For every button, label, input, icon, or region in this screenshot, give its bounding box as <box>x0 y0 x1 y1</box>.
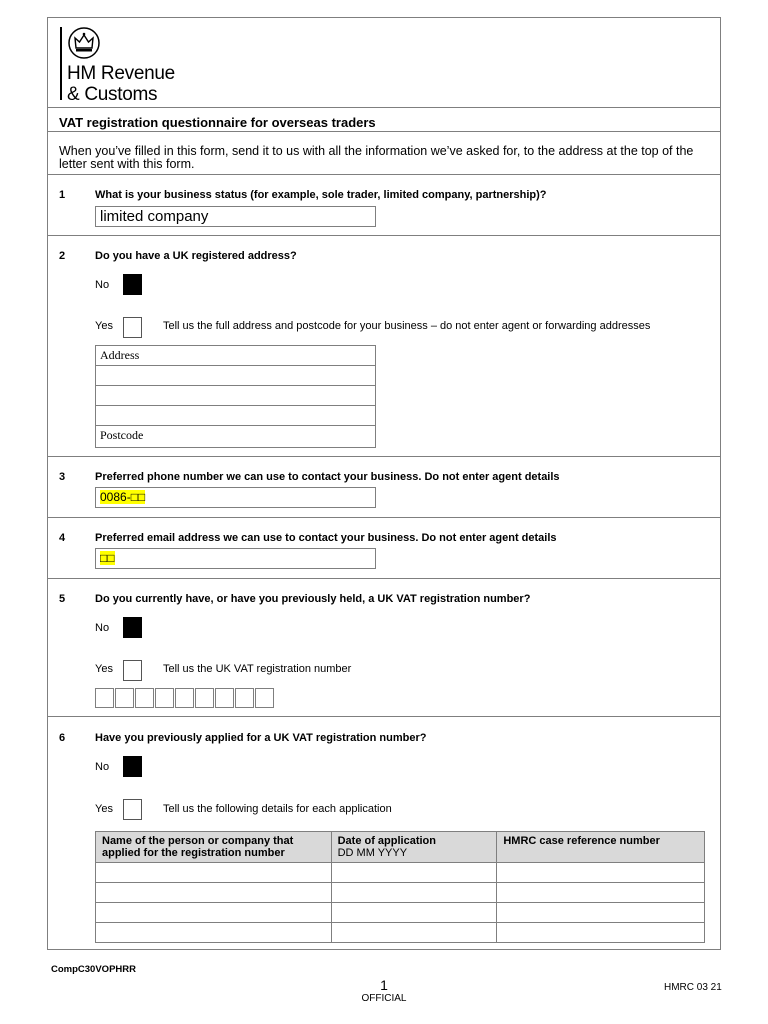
brand-line-2: & Customs <box>67 84 158 105</box>
question-number: 1 <box>59 189 66 201</box>
form-title: VAT registration questionnaire for overseas traders <box>59 115 376 130</box>
question-1-text: What is your business status (for example, sole trader, limited company, partnership)? <box>95 189 547 201</box>
table-cell[interactable] <box>497 923 705 943</box>
table-row <box>96 923 705 943</box>
phone-field[interactable] <box>95 487 376 508</box>
table-cell[interactable] <box>497 903 705 923</box>
address-line-4[interactable] <box>96 406 375 426</box>
classification-label: OFFICIAL <box>361 993 407 1004</box>
application-instruction: Tell us the following details for each application <box>163 803 392 815</box>
table-cell[interactable] <box>497 883 705 903</box>
table-row <box>96 863 705 883</box>
logo-bar <box>60 27 62 100</box>
applied-yes-checkbox[interactable] <box>123 799 142 820</box>
address-box <box>95 345 376 448</box>
table-cell[interactable] <box>96 923 332 943</box>
vat-number-digit-boxes <box>95 688 275 708</box>
date-header-label: Date of application <box>337 835 436 847</box>
yes-label: Yes <box>95 320 113 332</box>
divider <box>47 235 721 236</box>
email-value: □□ <box>100 551 115 565</box>
yes-label: Yes <box>95 803 113 815</box>
divider <box>47 174 721 175</box>
address-line-2[interactable] <box>96 366 375 386</box>
uk-address-no-checkbox[interactable] <box>123 274 142 295</box>
divider <box>47 131 721 132</box>
table-cell[interactable] <box>331 923 497 943</box>
vat-digit-box[interactable] <box>255 688 274 708</box>
intro-text: When you’ve filled in this form, send it to us with all the information we’ve asked for, to the address at the top of the letter sent with this form. <box>59 144 694 171</box>
table-cell[interactable] <box>96 883 332 903</box>
vat-held-no-checkbox[interactable] <box>123 617 142 638</box>
table-cell[interactable] <box>497 863 705 883</box>
business-status-field[interactable] <box>95 206 376 227</box>
vat-digit-box[interactable] <box>155 688 174 708</box>
column-header-case-ref: HMRC case reference number <box>497 832 705 863</box>
divider <box>47 107 721 108</box>
vat-digit-box[interactable] <box>235 688 254 708</box>
divider <box>47 456 721 457</box>
vat-number-instruction: Tell us the UK VAT registration number <box>163 663 352 675</box>
divider <box>47 578 721 579</box>
table-row <box>96 883 705 903</box>
yes-label: Yes <box>95 663 113 675</box>
table-row <box>96 903 705 923</box>
vat-held-yes-checkbox[interactable] <box>123 660 142 681</box>
question-number: 5 <box>59 593 66 605</box>
address-line-3[interactable] <box>96 386 375 406</box>
form-code: CompC30VOPHRR <box>51 964 136 975</box>
table-cell[interactable] <box>331 863 497 883</box>
vat-digit-box[interactable] <box>135 688 154 708</box>
form-reference: HMRC 03 21 <box>664 982 722 993</box>
question-6-text: Have you previously applied for a UK VAT registration number? <box>95 732 427 744</box>
table-cell[interactable] <box>331 883 497 903</box>
no-label: No <box>95 622 110 634</box>
question-2-text: Do you have a UK registered address? <box>95 250 297 262</box>
column-header-applicant: Name of the person or company that applied for the registration number <box>96 832 332 863</box>
question-3-text: Preferred phone number we can use to contact your business. Do not enter agent details <box>95 471 560 483</box>
table-cell[interactable] <box>96 903 332 923</box>
vat-digit-box[interactable] <box>95 688 114 708</box>
divider <box>47 716 721 717</box>
email-field[interactable] <box>95 548 376 569</box>
vat-digit-box[interactable] <box>195 688 214 708</box>
brand-name <box>67 63 175 105</box>
vat-digit-box[interactable] <box>215 688 234 708</box>
vat-digit-box[interactable] <box>175 688 194 708</box>
business-status-value: limited company <box>100 208 209 225</box>
no-label: No <box>95 279 110 291</box>
postcode-line[interactable]: Postcode <box>100 428 144 442</box>
address-line-1[interactable]: Address <box>96 346 375 366</box>
question-number: 4 <box>59 532 66 544</box>
address-instruction: Tell us the full address and postcode for your business – do not enter agent or forwarding addresses <box>163 320 651 332</box>
column-header-date <box>331 832 497 863</box>
crown-crest-icon <box>67 27 101 59</box>
no-label: No <box>95 761 110 773</box>
date-format-hint: DD MM YYYY <box>337 847 408 859</box>
uk-address-yes-checkbox[interactable] <box>123 317 142 338</box>
brand-line-1: HM Revenue <box>67 63 175 84</box>
question-number: 3 <box>59 471 66 483</box>
question-5-text: Do you currently have, or have you previously held, a UK VAT registration number? <box>95 593 531 605</box>
vat-digit-box[interactable] <box>115 688 134 708</box>
table-cell[interactable] <box>331 903 497 923</box>
question-4-text: Preferred email address we can use to contact your business. Do not enter agent details <box>95 532 557 544</box>
page-number: 1 <box>380 977 388 993</box>
table-cell[interactable] <box>96 863 332 883</box>
question-number: 2 <box>59 250 66 262</box>
phone-value: 0086-□□ <box>100 490 146 504</box>
applied-no-checkbox[interactable] <box>123 756 142 777</box>
applications-table <box>95 831 705 943</box>
divider <box>47 517 721 518</box>
question-number: 6 <box>59 732 66 744</box>
